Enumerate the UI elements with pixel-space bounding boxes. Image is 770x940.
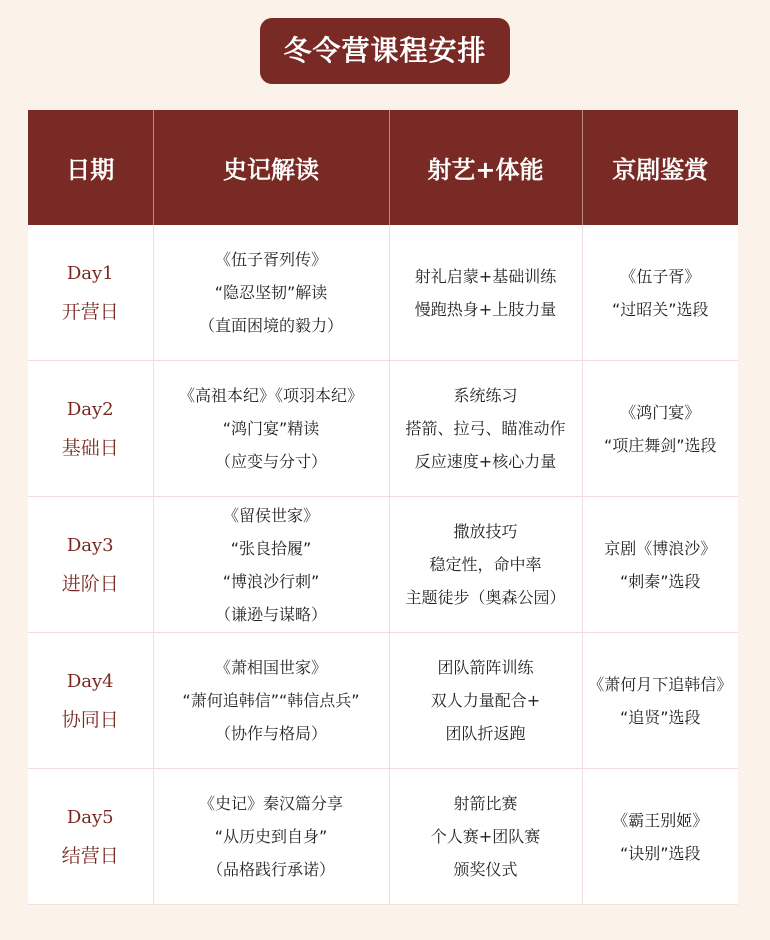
day-cell	[28, 225, 153, 361]
cell-line: “博浪沙行刺”	[222, 571, 320, 591]
day-number: Day3	[66, 534, 114, 556]
history-cell-lines	[154, 787, 389, 886]
cell-line: “诀别”选段	[619, 843, 701, 863]
table-header	[28, 110, 738, 225]
cell-line: 《伍子胥》	[620, 266, 701, 286]
opera-cell-lines	[583, 532, 739, 598]
history-cell-lines	[154, 499, 389, 631]
table-row	[28, 225, 738, 361]
header-row	[28, 110, 738, 225]
archery-cell-lines	[390, 260, 582, 326]
cell-line: “项庄舞剑”选段	[603, 435, 717, 455]
day-cell	[28, 497, 153, 633]
archery-cell	[389, 769, 582, 905]
day-label: 协同日	[61, 708, 119, 731]
opera-cell-lines	[583, 260, 739, 326]
day-label: 进阶日	[61, 572, 119, 595]
cell-line: 团队箭阵训练	[437, 658, 534, 677]
table-row	[28, 633, 738, 769]
cell-line: 搭箭、拉弓、瞄准动作	[405, 419, 566, 438]
day-label: 基础日	[61, 436, 119, 459]
opera-cell	[582, 633, 738, 769]
opera-cell	[582, 497, 738, 633]
cell-line: 团队折返跑	[445, 724, 526, 743]
cell-line: 《霸王别姬》	[612, 810, 709, 830]
day-label: 开营日	[61, 300, 119, 323]
header-archery: 射艺+体能	[389, 110, 582, 225]
cell-line: “张良拾履”	[230, 538, 312, 558]
table-row	[28, 769, 738, 905]
opera-cell-lines	[583, 668, 739, 734]
day-number: Day4	[66, 670, 114, 692]
history-cell	[153, 361, 389, 497]
history-cell-lines	[154, 379, 389, 478]
cell-line: 《高祖本纪》《项羽本纪》	[178, 386, 363, 405]
cell-line: （品格践行承诺）	[206, 860, 335, 879]
archery-cell	[389, 361, 582, 497]
cell-line: 京剧《博浪沙》	[604, 538, 717, 558]
cell-line: 《史记》秦汉篇分享	[198, 794, 343, 813]
day-number: Day1	[66, 262, 114, 284]
opera-cell	[582, 769, 738, 905]
day-number: Day2	[66, 398, 114, 420]
history-cell-lines	[154, 651, 389, 750]
archery-cell	[389, 497, 582, 633]
archery-cell-lines	[390, 379, 582, 478]
header-opera: 京剧鉴赏	[582, 110, 738, 225]
table-row	[28, 361, 738, 497]
cell-line: “隐忍坚韧”解读	[214, 283, 328, 302]
cell-line: 系统练习	[453, 386, 518, 405]
header-history: 史记解读	[153, 110, 389, 225]
cell-line: （直面困境的毅力）	[198, 316, 343, 335]
cell-line: 稳定性，命中率	[429, 555, 542, 574]
cell-line: 《伍子胥列传》	[214, 250, 327, 269]
cell-line: “追贤”选段	[619, 707, 701, 727]
history-cell	[153, 633, 389, 769]
title-wrap	[0, 18, 770, 84]
day-cell	[28, 769, 153, 905]
archery-cell-lines	[390, 651, 582, 750]
schedule-table	[28, 110, 738, 905]
cell-line: 《萧何月下追韩信》	[588, 674, 733, 694]
day-cell	[28, 633, 153, 769]
archery-cell	[389, 225, 582, 361]
cell-line: 射箭比赛	[453, 794, 518, 813]
cell-line: 《萧相国世家》	[214, 658, 327, 677]
cell-line: 射礼启蒙+基础训练	[414, 266, 557, 286]
cell-line: 主题徒步（奥森公园）	[405, 588, 566, 607]
cell-line: 双人力量配合+	[430, 691, 541, 710]
day-label: 结营日	[61, 844, 119, 867]
cell-line: 慢跑热身+上肢力量	[414, 299, 557, 319]
cell-line: 反应速度+核心力量	[414, 452, 557, 471]
history-cell	[153, 225, 389, 361]
header-date: 日期	[28, 110, 153, 225]
opera-cell	[582, 361, 738, 497]
cell-line: “萧何追韩信”“韩信点兵”	[182, 691, 360, 710]
table-body	[28, 225, 738, 905]
archery-cell-lines	[390, 515, 582, 614]
day-number: Day5	[66, 806, 114, 828]
table-row	[28, 497, 738, 633]
cell-line: 颁奖仪式	[453, 860, 518, 879]
cell-line: 撒放技巧	[453, 522, 518, 541]
history-cell	[153, 769, 389, 905]
opera-cell	[582, 225, 738, 361]
archery-cell-lines	[390, 787, 582, 886]
page-title: 冬令营课程安排	[260, 18, 510, 84]
cell-line: 《留侯世家》	[222, 505, 319, 525]
archery-cell	[389, 633, 582, 769]
day-cell	[28, 361, 153, 497]
cell-line: （应变与分寸）	[214, 452, 327, 471]
cell-line: 《鸿门宴》	[620, 402, 701, 422]
cell-line: “过昭关”选段	[611, 299, 709, 319]
cell-line: （谦逊与谋略）	[214, 604, 327, 624]
history-cell-lines	[154, 243, 389, 342]
opera-cell-lines	[583, 804, 739, 870]
cell-line: （协作与格局）	[214, 724, 327, 743]
cell-line: “刺秦”选段	[619, 571, 701, 591]
history-cell	[153, 497, 389, 633]
cell-line: “鸿门宴”精读	[222, 419, 320, 438]
cell-line: “从历史到自身”	[214, 827, 328, 846]
cell-line: 个人赛+团队赛	[430, 827, 541, 846]
opera-cell-lines	[583, 396, 739, 462]
